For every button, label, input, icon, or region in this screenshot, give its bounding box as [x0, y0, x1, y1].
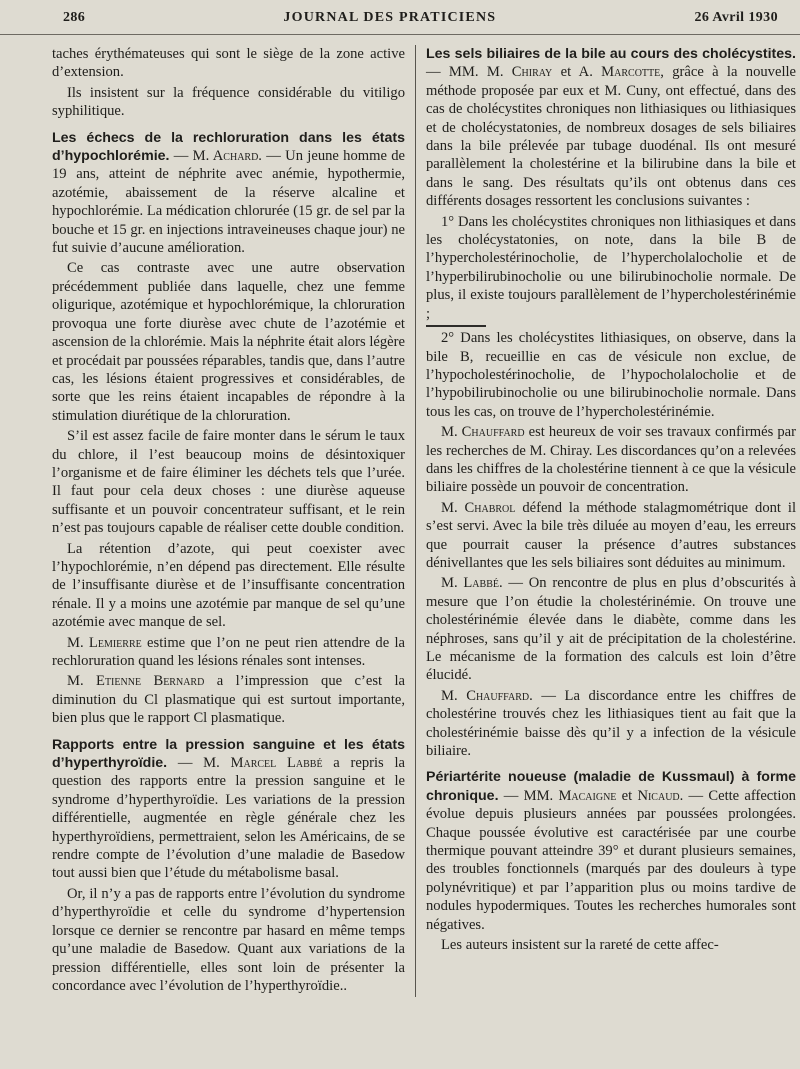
author-name: M. Achard.: [192, 148, 262, 165]
paragraph: Les auteurs insistent sur la rareté de cette affec-: [441, 937, 719, 954]
section-macaigne: Périartérite noueuse (maladie de Kussmaul) à forme chronique. — MM. Macaigne et Nicaud. — Cette affection évolue depuis plusieurs années par poussées prolongées. Chaque poussée évolutive est caractérisée par une courbe thermique pouvant atteindre 39° et durant plusieurs semaines, des troubles fonctionnels (marqués par des douleurs à type polynévritique) et par l’apparition plus ou moins tardive de nodules hypodermiques. Toutes les recherches humorales sont négatives.: [426, 769, 796, 933]
paragraph: [426, 687, 796, 761]
author-name: Chiray: [511, 64, 553, 81]
paragraph-text: , grâce à la nouvelle méthode proposée par eux et M. Cuny, ont effectué, dans des cas de cholécystites chroniques non lithiasiques ou lithiasiques et de cholécystatonies, de nombreux dosages de sels biliaires dans la bile prélevée par tubage duodénal. Ils ont mesuré parallèlement la cholestérine et la bilirubine dans la bile et dans le sang. Des résultats qu’ils ont obtenus dans ces différents dosages ressortent les conclusions suivantes :: [426, 64, 797, 210]
section-title: Périartérite noueuse (maladie de Kussmaul) à forme chronique.: [426, 769, 796, 804]
paragraph: La rétention d’azote, qui peut coexister avec l’hypochlorémie, n’en dépend pas directement. Elle résulte de l’insuffisante diurèse et de l’insuffisante concentration rénale. Il y a moins une azotémie par manque de sel qu’une azotémie avec manque de sel.: [52, 540, 405, 631]
author-prefix: MM.: [523, 787, 554, 804]
paragraph: Ce cas contraste avec une autre observation précédemment publiée dans laquelle, chez une femme oligurique, azotémique et hypochlorémique, la chloruration provoqua une forte diurèse avec chute de l’azotémie et ascension de la chlorémie. Mais la néphrite était alors légère et procédait par poussées réparables, tandis que, dans l’autre cas, les lésions étaient progressives et considérables, de sorte que les reins étaient incapables de répondre à la stimulation diurétique de la chloruration.: [52, 260, 405, 424]
right-column: [426, 45, 796, 997]
column-divider: [415, 45, 416, 997]
issue-date: 26 Avril 1930: [694, 10, 778, 25]
paragraph-text: Cette affection évolue depuis plusieurs années par poussées prolongées. Chaque poussée évolutive est caractérisée par une courbe thermique pouvant atteindre 39° et durant plusieurs semaines, des troubles fonctionnels (marqués par des douleurs à type polynévritique) et par l’apparition plus ou moins tardive de nodules hypodermiques. Toutes les recherches humorales sont négatives.: [426, 787, 796, 933]
paragraph-text: est heureux de voir ses travaux confirmés par les recherches de M. Chiray. Les discordances qu’on a relevées dans les chiffres de la cholestérine tiennent à ce que la vésicule biliaire possède un pouvoir de concentration.: [426, 424, 796, 496]
journal-title: JOURNAL DES PRATICIENS: [283, 10, 497, 25]
section-chiray: Les sels biliaires de la bile au cours des cholécystites. — MM. M. Chiray et A. Marcotte, grâce à la nouvelle méthode proposée par eux et M. Cuny, ont effectué, dans des cas de cholécystites chroniques non lithiasiques ou lithiasiques et de cholécystatonies, de nombreux dosages de sels biliaires dans la bile prélevée par tubage duodénal. Ils ont mesuré parallèlement la cholestérine et la bilirubine dans la bile et dans le sang. Des résultats qu’ils ont obtenus dans ces différents dosages ressortent les conclusions suivantes :: [426, 46, 797, 210]
paragraph-text: a l’impression que c’est la diminution du Cl plasmatique qui est surtout importante, bien plus que le rapport Cl plasmatique.: [52, 673, 405, 727]
paragraph: [52, 634, 405, 671]
author-name: M. Chauffard: [441, 424, 525, 441]
paragraph-text: a repris la question des rapports entre la pression sanguine et le syndrome d’hyperthyroïdie. Les variations de la pression différentielle, augmentée en règle générale chez les hyperthyroïdiens, permettraient, selon les Américains, de se rendre compte de l’évolution d’une maladie de Basedow tout aussi bien que l’étude du métabolisme basal.: [52, 755, 405, 882]
section-title: Rapports entre la pression sanguine et les états d’hyperthyroïdie.: [52, 736, 405, 772]
paragraph: [426, 499, 796, 573]
paragraph-text: — On rencontre de plus en plus d’obscurités à mesure que l’on étudie la cholestérinémie. On trouve une cholestérinémie élevée dans le diabète, comme dans les néphroses, sans qu’il y ait de précipitation de la cholestérine. Le mécanisme de la formation des calculs est loin d’être élucidé.: [426, 575, 796, 684]
paragraph-text: Un jeune homme de 19 ans, atteint de néphrite avec anémie, hypothermie, azotémie, abaissement de la réserve alcaline et hypochlorémie. La médication chlorurée (15 gr. de sel par la bouche et 15 gr. en injections intraveineuses chaque jour) ne fut suivie d’aucune amélioration.: [52, 148, 406, 257]
paragraph: [426, 574, 796, 684]
paragraph-text: — La discordance entre les chiffres de cholestérine trouvés chez les lithiasiques tient au fait que la cholestérinémie baisse dès qu’il y a infection de la vésicule biliaire.: [426, 687, 796, 760]
underline-mark: [426, 325, 486, 327]
conclusion-item-1: 1° Dans les cholécystites chroniques non lithiasiques et dans les cholécystatonies, on note, dans la bile B de l’hypercholestérinocholie, de l’hypercholalocholie et de l’hyperbilirubinocholie ou une bilirubinocholie normale. De plus, il existe toujours parallèlement de l’hypercholestérinémie ;: [426, 213, 796, 322]
paragraph-text: défend la méthode stalagmométrique dont il s’est servi. Avec la bile très diluée au moyen d’eau, les erreurs que pourrait causer la présence d’autres substances dénivellantes que les sels biliaires sont déduites au minimum.: [426, 499, 796, 571]
author-prefix: MM. M.: [448, 64, 504, 81]
author-name: Nicaud.: [637, 787, 684, 804]
conclusion-item-2: 2° Dans les cholécystites lithiasiques, on observe, dans la bile B, recueillie en cas de vésicule non exclue, de l’hypocholestérinocholie, de l’hypocholalocholie et de l’hypobilirubinocholie ou une bilirubinocholie normale. Dans tous les cas, on trouve de l’hypercholestérinémie.: [426, 330, 796, 420]
section-title: Les échecs de la rechloruration dans les états d’hypochlorémie.: [52, 129, 405, 165]
running-header: [0, 10, 800, 35]
author-name: M. Labbé.: [441, 575, 503, 592]
section-achard: Les échecs de la rechloruration dans les états d’hypochlorémie. — M. Achard. — Un jeune homme de 19 ans, atteint de néphrite avec anémie, hypothermie, azotémie, abaissement de la réserve alcaline et hypochlorémie. La médication chlorurée (15 gr. de sel par la bouche et 15 gr. en injections intraveineuses chaque jour) ne fut suivie d’aucune amélioration.: [52, 129, 406, 257]
paragraph-text: estime que l’on ne peut rien attendre de la rechloruration quand les lésions rénales sont intenses.: [52, 634, 405, 669]
section-labbe: Rapports entre la pression sanguine et les états d’hyperthyroïdie. — M. Marcel Labbé a repris la question des rapports entre la pression sanguine et le syndrome d’hyperthyroïdie. Les variations de la pression différentielle, augmentée en règle générale chez les hyperthyroïdiens, permettraient, selon les Américains, de se rendre compte de l’évolution d’une maladie de Basedow tout aussi bien que l’étude du métabolisme basal.: [52, 736, 405, 882]
text-columns: [0, 45, 800, 997]
author-name: M. Marcel Labbé: [203, 755, 323, 772]
page-number: 286: [63, 10, 86, 25]
paragraph: Or, il n’y a pas de rapports entre l’évolution du syndrome d’hyperthyroïdie et celle du syndrome d’hypertension lorsque ce dernier se rencontre par hasard en même temps qu’une maladie de Basedow. Quant aux variations de la pression différentielle, elles sont loin de présenter la concordance avec l’évolution de l’hyperthyroïdie..: [52, 885, 405, 994]
section-title: Les sels biliaires de la bile au cours des cholécystites.: [426, 46, 796, 62]
author-name: Macaigne: [558, 787, 617, 804]
author-name: M. Chauffard.: [441, 687, 533, 704]
author-conjunction: et A.: [560, 64, 593, 81]
author-conjunction: et: [621, 787, 633, 804]
paragraph: [52, 672, 405, 727]
left-column: [52, 45, 412, 997]
paragraph: [426, 423, 796, 497]
author-name: M. Etienne Bernard: [67, 673, 205, 690]
author-name: Marcotte: [601, 64, 661, 81]
author-name: M. Lemierre: [67, 634, 142, 651]
author-name: M. Chabrol: [441, 499, 516, 516]
paragraph: S’il est assez facile de faire monter dans le sérum le taux du chlore, il l’est beaucoup moins de désintoxiquer l’organisme et de faire éliminer les déchets tels que l’urée. Il faut pour cela deux choses : une diurèse aqueuse suffisante et un pouvoir concentrateur suffisant, et le rein n’est pas toujours capable de réaliser cette double condition.: [52, 428, 405, 537]
paragraph: taches érythémateuses qui sont le siège de la zone active d’extension.: [52, 46, 405, 81]
paragraph: Ils insistent sur la fréquence considérable du vitiligo syphilitique.: [52, 84, 405, 120]
